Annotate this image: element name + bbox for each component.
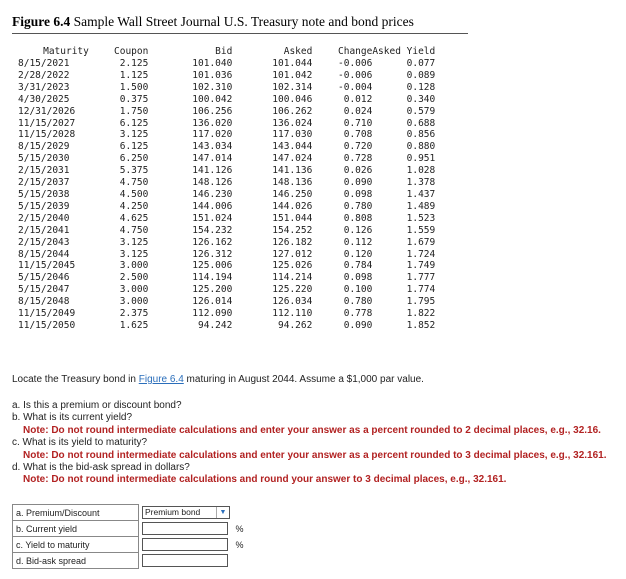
table-row [18,201,435,213]
cell-asked-yield: 1.777 [406,272,436,284]
cell-change: -0.006 [338,58,373,69]
cell-bid: 106.256 [192,105,233,117]
answer-row-c [13,537,256,553]
cell-asked: 127.012 [272,248,313,260]
cell-change: 0.100 [343,284,373,296]
table-row [18,106,435,118]
cell-maturity: 11/15/2049 [18,308,76,320]
cell-maturity: 2/15/2040 [18,212,70,224]
cell-asked-yield: 1.378 [406,177,436,189]
bid-ask-spread-input[interactable] [142,554,228,567]
cell-bid: 146.230 [192,188,233,200]
cell-change: 0.780 [343,296,373,308]
cell-asked: 126.034 [272,296,313,308]
cell-bid: 101.040 [192,58,233,69]
cell-asked-yield: 1.795 [406,296,436,308]
cell-coupon: 2.500 [119,272,149,284]
cell-maturity: 8/15/2044 [18,248,70,260]
cell-asked: 94.262 [278,319,313,331]
figure-link[interactable]: Figure 6.4 [138,374,184,385]
cell-asked-yield: 0.579 [406,105,436,117]
cell-bid: 143.034 [192,141,233,153]
cell-bid: 94.242 [198,319,233,331]
cell-maturity: 8/15/2048 [18,296,70,308]
table-header-row [18,46,435,58]
cell-asked: 147.024 [272,153,313,165]
cell-asked: 106.262 [272,105,313,117]
table-row [18,213,435,225]
cell-asked: 101.044 [272,58,313,69]
cell-maturity: 5/15/2038 [18,188,70,200]
cell-asked: 144.026 [272,200,313,212]
table-row [18,165,435,177]
cell-change: 0.126 [343,224,373,236]
cell-maturity: 2/15/2031 [18,165,70,177]
question-d: d. What is the bid-ask spread in dollars? [12,462,190,474]
figure-caption: Sample Wall Street Journal U.S. Treasury note and bond prices [73,14,414,29]
cell-coupon: 1.125 [119,69,149,81]
cell-maturity: 11/15/2045 [18,260,76,272]
cell-bid: 147.014 [192,153,233,165]
cell-bid: 125.200 [192,284,233,296]
question-b: b. What is its current yield? [12,412,133,424]
cell-asked-yield: 1.852 [406,319,436,331]
cell-asked-yield: 0.951 [406,153,436,165]
cell-maturity: 5/15/2047 [18,284,70,296]
header-maturity: Maturity [43,46,89,58]
cell-bid: 126.014 [192,296,233,308]
table-row [18,249,435,261]
cell-asked-yield: 0.077 [406,58,436,69]
cell-asked: 141.136 [272,165,313,177]
cell-asked: 148.136 [272,177,313,189]
cell-asked-yield: 1.822 [406,308,436,320]
cell-change: -0.004 [338,81,373,93]
header-coupon: Coupon [114,46,149,58]
premium-discount-select[interactable] [142,506,230,519]
cell-change: 0.784 [343,260,373,272]
table-row [18,296,435,308]
cell-change: 0.112 [343,236,373,248]
question-d-note: Note: Do not round intermediate calculations and round your answer to 3 decimal places, e.g., 32.161. [23,474,507,486]
table-row [18,225,435,237]
cell-bid: 112.090 [192,308,233,320]
cell-change: 0.710 [343,117,373,129]
table-row [18,272,435,284]
cell-asked-yield: 1.679 [406,236,436,248]
question-list [12,400,607,487]
cell-asked-yield: 0.340 [406,93,436,105]
cell-maturity: 2/28/2022 [18,69,70,81]
cell-maturity: 3/31/2023 [18,81,70,93]
answer-row-a [13,505,256,521]
cell-asked: 146.250 [272,188,313,200]
cell-coupon: 4.250 [119,200,149,212]
cell-bid: 144.006 [192,200,233,212]
cell-asked: 126.182 [272,236,313,248]
yield-to-maturity-input[interactable] [142,538,228,551]
table-row [18,82,435,94]
cell-coupon: 1.750 [119,105,149,117]
cell-coupon: 6.125 [119,117,149,129]
table-row [18,58,435,70]
cell-bid: 117.020 [192,129,233,141]
answer-label-d: d. Bid-ask spread [13,553,139,569]
cell-asked-yield: 0.089 [406,69,436,81]
answer-label-b: b. Current yield [13,521,139,537]
intro-text: Locate the Treasury bond in [12,374,139,385]
cell-coupon: 3.000 [119,296,149,308]
cell-bid: 126.312 [192,248,233,260]
problem-intro [12,374,424,385]
cell-asked-yield: 0.856 [406,129,436,141]
figure-title [12,14,414,30]
table-row [18,70,435,82]
cell-maturity: 8/15/2021 [18,58,70,69]
question-c-note: Note: Do not round intermediate calculations and enter your answer as a percent rounded to 3 decimal places, e.g., 32.161. [23,449,607,461]
cell-coupon: 4.750 [119,224,149,236]
question-b-note: Note: Do not round intermediate calculations and enter your answer as a percent rounded to 2 decimal places, e.g., 32.16. [23,424,601,436]
cell-asked: 114.214 [272,272,313,284]
cell-maturity: 2/15/2037 [18,177,70,189]
table-row [18,284,435,296]
cell-change: 0.024 [343,105,373,117]
cell-bid: 125.006 [192,260,233,272]
question-c: c. What is its yield to maturity? [12,437,148,449]
answer-label-a: a. Premium/Discount [13,505,139,521]
table-row [18,129,435,141]
cell-bid: 100.042 [192,93,233,105]
table-row [18,320,435,332]
cell-coupon: 4.750 [119,177,149,189]
table-row [18,177,435,189]
cell-bid: 102.310 [192,81,233,93]
cell-change: 0.098 [343,188,373,200]
table-row [18,189,435,201]
cell-asked: 125.220 [272,284,313,296]
cell-bid: 154.232 [192,224,233,236]
cell-change: 0.090 [343,177,373,189]
cell-maturity: 5/15/2030 [18,153,70,165]
intro-text-end: maturing in August 2044. Assume a $1,000 par value. [183,374,424,385]
header-change: Change [338,46,373,58]
cell-change: -0.006 [338,69,373,81]
answer-row-b [13,521,256,537]
cell-coupon: 5.375 [119,165,149,177]
cell-coupon: 1.625 [119,319,149,331]
cell-change: 0.720 [343,141,373,153]
cell-asked-yield: 1.028 [406,165,436,177]
cell-maturity: 11/15/2027 [18,117,76,129]
table-row [18,118,435,130]
current-yield-unit: % [235,523,244,534]
question-a: a. Is this a premium or discount bond? [12,400,182,411]
cell-asked: 117.030 [272,129,313,141]
cell-change: 0.778 [343,308,373,320]
cell-asked: 151.044 [272,212,313,224]
cell-bid: 101.036 [192,69,233,81]
answer-row-d [13,553,256,569]
cell-bid: 136.020 [192,117,233,129]
cell-change: 0.090 [343,319,373,331]
header-bid: Bid [215,46,233,58]
answer-label-c: c. Yield to maturity [13,537,139,553]
cell-bid: 114.194 [192,272,233,284]
premium-discount-value: Premium bond [145,507,201,517]
figure-label: Figure 6.4 [12,14,71,29]
cell-change: 0.120 [343,248,373,260]
cell-change: 0.026 [343,165,373,177]
cell-coupon: 3.125 [119,129,149,141]
cell-asked: 125.026 [272,260,313,272]
cell-asked-yield: 1.437 [406,188,436,200]
cell-change: 0.728 [343,153,373,165]
cell-change: 0.808 [343,212,373,224]
cell-bid: 141.126 [192,165,233,177]
cell-maturity: 2/15/2043 [18,236,70,248]
header-asked-yield: Asked Yield [372,46,436,58]
cell-maturity: 5/15/2039 [18,200,70,212]
cell-coupon: 1.500 [119,81,149,93]
cell-coupon: 3.000 [119,260,149,272]
cell-change: 0.780 [343,200,373,212]
cell-coupon: 6.250 [119,153,149,165]
cell-coupon: 4.625 [119,212,149,224]
cell-asked-yield: 0.688 [406,117,436,129]
cell-bid: 126.162 [192,236,233,248]
header-asked: Asked [283,46,313,58]
cell-maturity: 11/15/2050 [18,319,76,331]
cell-coupon: 3.125 [119,248,149,260]
cell-coupon: 3.000 [119,284,149,296]
cell-asked-yield: 0.880 [406,141,436,153]
answer-table [12,504,256,569]
cell-coupon: 3.125 [119,236,149,248]
cell-asked: 112.110 [272,308,313,320]
cell-asked: 143.044 [272,141,313,153]
table-row [18,237,435,249]
cell-asked-yield: 1.489 [406,200,436,212]
cell-coupon: 0.375 [119,93,149,105]
cell-coupon: 2.125 [119,58,149,69]
cell-coupon: 6.125 [119,141,149,153]
chevron-down-icon[interactable]: ▼ [216,507,229,518]
cell-asked-yield: 1.523 [406,212,436,224]
cell-asked: 100.046 [272,93,313,105]
table-row [18,141,435,153]
table-row [18,153,435,165]
cell-maturity: 2/15/2041 [18,224,70,236]
figure-divider [12,33,468,34]
cell-maturity: 4/30/2025 [18,93,70,105]
cell-asked-yield: 1.724 [406,248,436,260]
cell-maturity: 8/15/2029 [18,141,70,153]
cell-change: 0.708 [343,129,373,141]
cell-asked-yield: 1.559 [406,224,436,236]
cell-asked: 136.024 [272,117,313,129]
cell-asked: 101.042 [272,69,313,81]
table-row [18,308,435,320]
yield-to-maturity-unit: % [235,539,244,550]
cell-bid: 151.024 [192,212,233,224]
cell-asked-yield: 1.774 [406,284,436,296]
cell-asked-yield: 1.749 [406,260,436,272]
cell-coupon: 4.500 [119,188,149,200]
cell-change: 0.012 [343,93,373,105]
cell-bid: 148.126 [192,177,233,189]
cell-asked-yield: 0.128 [406,81,436,93]
table-row [18,94,435,106]
treasury-prices-table [18,46,435,332]
cell-maturity: 11/15/2028 [18,129,76,141]
cell-maturity: 12/31/2026 [18,105,76,117]
cell-coupon: 2.375 [119,308,149,320]
cell-asked: 102.314 [272,81,313,93]
current-yield-input[interactable] [142,522,228,535]
table-row [18,260,435,272]
cell-maturity: 5/15/2046 [18,272,70,284]
cell-change: 0.098 [343,272,373,284]
cell-asked: 154.252 [272,224,313,236]
